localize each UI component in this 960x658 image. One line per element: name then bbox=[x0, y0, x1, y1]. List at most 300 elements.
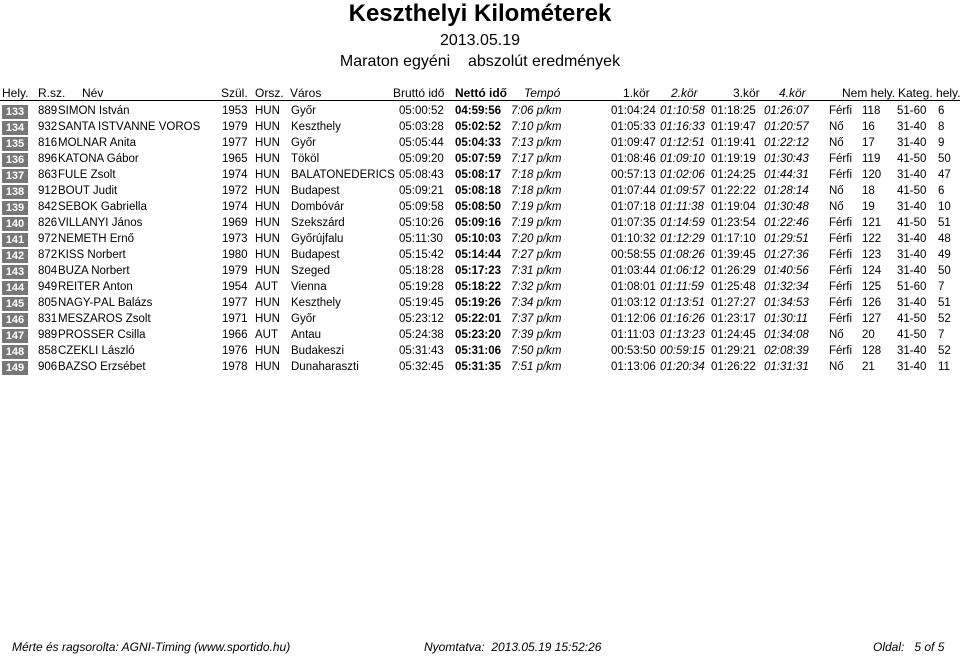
row-place: 137 bbox=[2, 169, 28, 183]
row-lap1: 01:03:44 bbox=[611, 265, 656, 277]
row-country: AUT bbox=[255, 329, 278, 341]
row-gender-place: 128 bbox=[862, 345, 882, 357]
row-birth-year: 1969 bbox=[222, 217, 248, 229]
results-table bbox=[0, 104, 960, 376]
row-category: 31-40 bbox=[897, 297, 927, 309]
row-pace: 7:20 p/km bbox=[511, 233, 562, 245]
row-birth-year: 1974 bbox=[222, 201, 248, 213]
footer-credit: Mérte és ragsorolta: AGNI-Timing (www.sportido.hu) bbox=[12, 640, 291, 654]
row-lap2: 00:59:15 bbox=[660, 345, 705, 357]
row-start-number: 896 bbox=[38, 153, 58, 165]
row-category-place: 6 bbox=[938, 105, 945, 117]
col-netto: Nettó idő bbox=[455, 86, 507, 100]
row-lap3: 01:24:25 bbox=[711, 169, 756, 181]
row-pace: 7:31 p/km bbox=[511, 265, 562, 277]
row-country: HUN bbox=[255, 361, 280, 373]
row-lap4: 01:34:08 bbox=[764, 329, 809, 341]
row-place: 133 bbox=[2, 105, 28, 119]
row-pace: 7:27 p/km bbox=[511, 249, 562, 261]
table-row bbox=[0, 296, 960, 312]
row-lap3: 01:19:19 bbox=[711, 153, 756, 165]
row-gender: Férfi bbox=[829, 233, 852, 245]
row-lap3: 01:19:04 bbox=[711, 201, 756, 213]
row-place: 148 bbox=[2, 345, 28, 359]
row-name: SÁNTA ISTVÁNNÉ VÖRÖS bbox=[58, 121, 201, 133]
row-city: Győr bbox=[291, 313, 316, 325]
table-row bbox=[0, 104, 960, 120]
row-gender-place: 18 bbox=[862, 185, 875, 197]
row-gender: Nő bbox=[829, 185, 844, 197]
row-birth-year: 1972 bbox=[222, 185, 248, 197]
row-gender: Nő bbox=[829, 137, 844, 149]
footer-page: Oldal: 5 of 5 bbox=[873, 640, 945, 654]
row-pace: 7:10 p/km bbox=[511, 121, 562, 133]
row-country: HUN bbox=[255, 105, 280, 117]
row-pace: 7:50 p/km bbox=[511, 345, 562, 357]
row-name: KISS Norbert bbox=[58, 249, 126, 261]
row-country: HUN bbox=[255, 169, 280, 181]
row-pace: 7:17 p/km bbox=[511, 153, 562, 165]
row-gross-time: 05:24:38 bbox=[399, 329, 444, 341]
row-start-number: 906 bbox=[38, 361, 58, 373]
row-lap2: 01:06:12 bbox=[660, 265, 705, 277]
row-city: Tököl bbox=[291, 153, 320, 165]
row-lap4: 02:08:39 bbox=[764, 345, 809, 357]
row-pace: 7:32 p/km bbox=[511, 281, 562, 293]
row-birth-year: 1979 bbox=[222, 265, 248, 277]
row-category-place: 9 bbox=[938, 137, 945, 149]
row-category-place: 47 bbox=[938, 169, 951, 181]
row-country: HUN bbox=[255, 233, 280, 245]
row-category-place: 50 bbox=[938, 265, 951, 277]
table-row bbox=[0, 200, 960, 216]
row-lap3: 01:27:27 bbox=[711, 297, 756, 309]
row-gross-time: 05:05:44 bbox=[399, 137, 444, 149]
row-category-place: 52 bbox=[938, 313, 951, 325]
row-gender-place: 17 bbox=[862, 137, 875, 149]
row-category-place: 52 bbox=[938, 345, 951, 357]
row-category: 31-40 bbox=[897, 345, 927, 357]
row-country: HUN bbox=[255, 265, 280, 277]
row-lap4: 01:30:11 bbox=[764, 313, 808, 325]
row-name: MOLNÁR Anita bbox=[58, 137, 136, 149]
row-gender: Férfi bbox=[829, 169, 852, 181]
row-pace: 7:18 p/km bbox=[511, 169, 562, 181]
row-category-place: 7 bbox=[938, 281, 945, 293]
row-place: 135 bbox=[2, 137, 28, 151]
table-row bbox=[0, 360, 960, 376]
row-name: MÉSZÁROS Zsolt bbox=[58, 313, 151, 325]
row-country: HUN bbox=[255, 153, 280, 165]
row-lap1: 01:04:24 bbox=[611, 105, 656, 117]
row-gender: Nő bbox=[829, 361, 844, 373]
table-row bbox=[0, 216, 960, 232]
row-net-time: 05:17:23 bbox=[455, 265, 502, 277]
row-lap1: 01:05:33 bbox=[611, 121, 656, 133]
footer-printed: Nyomtatva: 2013.05.19 15:52:26 bbox=[424, 640, 602, 654]
row-gender: Férfi bbox=[829, 217, 852, 229]
row-pace: 7:19 p/km bbox=[511, 217, 562, 229]
row-lap3: 01:24:45 bbox=[711, 329, 756, 341]
row-birth-year: 1979 bbox=[222, 121, 248, 133]
row-lap4: 01:31:31 bbox=[764, 361, 809, 373]
row-start-number: 949 bbox=[38, 281, 58, 293]
col-tempo: Tempó bbox=[524, 86, 561, 100]
row-gender: Férfi bbox=[829, 313, 852, 325]
row-category: 31-40 bbox=[897, 121, 927, 133]
row-lap4: 01:22:12 bbox=[764, 137, 809, 149]
row-net-time: 05:23:20 bbox=[455, 329, 502, 341]
row-birth-year: 1966 bbox=[222, 329, 248, 341]
row-start-number: 858 bbox=[38, 345, 58, 357]
row-place: 143 bbox=[2, 265, 28, 279]
row-lap4: 01:22:46 bbox=[764, 217, 809, 229]
table-row bbox=[0, 312, 960, 328]
row-birth-year: 1976 bbox=[222, 345, 248, 357]
row-pace: 7:37 p/km bbox=[511, 313, 562, 325]
row-birth-year: 1973 bbox=[222, 233, 248, 245]
row-lap1: 00:57:13 bbox=[611, 169, 656, 181]
row-birth-year: 1953 bbox=[222, 105, 248, 117]
row-city: Dombóvár bbox=[291, 201, 345, 213]
row-category-place: 51 bbox=[938, 217, 951, 229]
col-rsz: R.sz. bbox=[38, 86, 66, 100]
row-birth-year: 1974 bbox=[222, 169, 248, 181]
row-lap4: 01:30:43 bbox=[764, 153, 809, 165]
row-name: SIMON István bbox=[58, 105, 130, 117]
row-lap1: 01:09:47 bbox=[611, 137, 656, 149]
row-lap3: 01:39:45 bbox=[711, 249, 756, 261]
row-category: 41-50 bbox=[897, 217, 927, 229]
row-category: 41-50 bbox=[897, 329, 927, 341]
row-lap1: 00:58:55 bbox=[611, 249, 656, 261]
row-birth-year: 1965 bbox=[222, 153, 248, 165]
row-country: HUN bbox=[255, 185, 280, 197]
row-net-time: 05:08:18 bbox=[455, 185, 502, 197]
row-birth-year: 1977 bbox=[222, 137, 248, 149]
row-gross-time: 05:00:52 bbox=[399, 105, 444, 117]
row-birth-year: 1954 bbox=[222, 281, 248, 293]
row-birth-year: 1977 bbox=[222, 297, 248, 309]
row-name: NAGY-PÁL Balázs bbox=[58, 297, 153, 309]
footer bbox=[0, 640, 960, 656]
row-gross-time: 05:19:45 bbox=[399, 297, 444, 309]
row-place: 149 bbox=[2, 361, 28, 375]
row-city: Szekszárd bbox=[291, 217, 345, 229]
row-lap2: 01:11:59 bbox=[660, 281, 704, 293]
row-category: 41-50 bbox=[897, 313, 927, 325]
table-row bbox=[0, 168, 960, 184]
row-pace: 7:51 p/km bbox=[511, 361, 562, 373]
row-pace: 7:18 p/km bbox=[511, 185, 562, 197]
row-lap3: 01:18:25 bbox=[711, 105, 756, 117]
row-net-time: 05:08:50 bbox=[455, 201, 502, 213]
row-net-time: 05:31:06 bbox=[455, 345, 502, 357]
row-city: Budakeszi bbox=[291, 345, 345, 357]
row-gender-place: 21 bbox=[862, 361, 875, 373]
row-category-place: 48 bbox=[938, 233, 951, 245]
row-lap3: 01:29:21 bbox=[711, 345, 756, 357]
row-lap1: 01:07:18 bbox=[611, 201, 656, 213]
row-lap3: 01:23:54 bbox=[711, 217, 756, 229]
row-gross-time: 05:23:12 bbox=[399, 313, 444, 325]
row-lap2: 01:02:06 bbox=[660, 169, 705, 181]
col-brutto: Bruttó idő bbox=[393, 86, 445, 100]
row-lap4: 01:28:14 bbox=[764, 185, 809, 197]
row-lap4: 01:44:31 bbox=[764, 169, 809, 181]
row-category: 41-50 bbox=[897, 185, 927, 197]
row-lap1: 01:07:44 bbox=[611, 185, 656, 197]
row-name: KATONA Gábor bbox=[58, 153, 139, 165]
row-name: REITER Anton bbox=[58, 281, 133, 293]
row-gender-place: 127 bbox=[862, 313, 882, 325]
row-gender: Nő bbox=[829, 329, 844, 341]
row-lap4: 01:26:07 bbox=[764, 105, 809, 117]
row-city: Vienna bbox=[291, 281, 327, 293]
row-gender-place: 19 bbox=[862, 201, 875, 213]
row-lap1: 01:07:35 bbox=[611, 217, 656, 229]
table-row bbox=[0, 184, 960, 200]
row-city: Budapest bbox=[291, 249, 340, 261]
row-lap3: 01:19:47 bbox=[711, 121, 756, 133]
row-lap1: 01:12:06 bbox=[611, 313, 656, 325]
row-start-number: 805 bbox=[38, 297, 58, 309]
row-pace: 7:34 p/km bbox=[511, 297, 562, 309]
row-gender-place: 122 bbox=[862, 233, 882, 245]
row-lap1: 01:03:12 bbox=[611, 297, 656, 309]
row-category: 31-40 bbox=[897, 169, 927, 181]
row-start-number: 804 bbox=[38, 265, 58, 277]
row-lap1: 01:08:46 bbox=[611, 153, 656, 165]
row-place: 142 bbox=[2, 249, 28, 263]
row-gross-time: 05:09:21 bbox=[399, 185, 444, 197]
row-city: BALATONEDERICS bbox=[291, 169, 395, 181]
row-gross-time: 05:10:26 bbox=[399, 217, 444, 229]
row-country: HUN bbox=[255, 121, 280, 133]
row-place: 141 bbox=[2, 233, 28, 247]
row-city: Antau bbox=[291, 329, 322, 341]
row-lap4: 01:32:34 bbox=[764, 281, 809, 293]
row-name: PROSSER Csilla bbox=[58, 329, 146, 341]
row-city: Keszthely bbox=[291, 297, 341, 309]
row-lap3: 01:23:17 bbox=[711, 313, 756, 325]
row-category-place: 50 bbox=[938, 153, 951, 165]
row-category-place: 8 bbox=[938, 121, 945, 133]
row-city: Szeged bbox=[291, 265, 331, 277]
row-gender: Férfi bbox=[829, 153, 852, 165]
row-start-number: 863 bbox=[38, 169, 58, 181]
col-szul: Szül. bbox=[221, 86, 248, 100]
row-place: 146 bbox=[2, 313, 28, 327]
row-gender-place: 125 bbox=[862, 281, 882, 293]
row-lap2: 01:13:51 bbox=[660, 297, 705, 309]
row-start-number: 972 bbox=[38, 233, 58, 245]
row-lap2: 01:13:23 bbox=[660, 329, 705, 341]
row-place: 139 bbox=[2, 201, 28, 215]
row-lap1: 00:53:50 bbox=[611, 345, 656, 357]
header-divider bbox=[0, 100, 960, 101]
row-city: Győrújfalu bbox=[291, 233, 344, 245]
row-gender: Férfi bbox=[829, 265, 852, 277]
row-gender-place: 124 bbox=[862, 265, 882, 277]
page-subtitle: Maraton egyéni abszolút eredmények bbox=[339, 53, 621, 70]
row-category: 31-40 bbox=[897, 201, 927, 213]
row-gross-time: 05:03:28 bbox=[399, 121, 444, 133]
table-row bbox=[0, 152, 960, 168]
row-lap2: 01:16:33 bbox=[660, 121, 705, 133]
row-lap4: 01:29:51 bbox=[764, 233, 809, 245]
row-gender: Férfi bbox=[829, 345, 852, 357]
row-city: Győr bbox=[291, 137, 316, 149]
row-place: 140 bbox=[2, 217, 28, 231]
row-gender: Férfi bbox=[829, 281, 852, 293]
row-start-number: 826 bbox=[38, 217, 58, 229]
row-country: HUN bbox=[255, 137, 280, 149]
row-country: AUT bbox=[255, 281, 278, 293]
col-nem-hely: Nem hely. bbox=[842, 86, 896, 100]
row-country: HUN bbox=[255, 297, 280, 309]
row-lap3: 01:25:48 bbox=[711, 281, 756, 293]
col-kor4: 4.kör bbox=[779, 86, 806, 100]
row-lap2: 01:08:26 bbox=[660, 249, 705, 261]
row-category: 31-40 bbox=[897, 249, 927, 261]
row-category-place: 49 bbox=[938, 249, 951, 261]
row-name: NÉMETH Ernő bbox=[58, 233, 135, 245]
row-gender: Nő bbox=[829, 121, 844, 133]
row-category-place: 7 bbox=[938, 329, 945, 341]
row-gross-time: 05:32:45 bbox=[399, 361, 444, 373]
row-gender: Férfi bbox=[829, 249, 852, 261]
row-net-time: 05:14:44 bbox=[455, 249, 502, 261]
row-lap2: 01:10:58 bbox=[660, 105, 705, 117]
row-category-place: 6 bbox=[938, 185, 945, 197]
row-net-time: 05:10:03 bbox=[455, 233, 502, 245]
row-category: 51-60 bbox=[897, 281, 927, 293]
row-start-number: 912 bbox=[38, 185, 58, 197]
row-gross-time: 05:09:58 bbox=[399, 201, 444, 213]
row-place: 147 bbox=[2, 329, 28, 343]
row-name: FÜLE Zsolt bbox=[58, 169, 116, 181]
row-net-time: 05:07:59 bbox=[455, 153, 502, 165]
col-kor1: 1.kör bbox=[623, 86, 650, 100]
row-net-time: 05:02:52 bbox=[455, 121, 502, 133]
row-gender-place: 20 bbox=[862, 329, 875, 341]
col-kateg-hely: Kateg. hely. bbox=[898, 86, 960, 100]
row-gender: Nő bbox=[829, 201, 844, 213]
row-start-number: 872 bbox=[38, 249, 58, 261]
row-lap4: 01:27:36 bbox=[764, 249, 809, 261]
row-lap3: 01:26:29 bbox=[711, 265, 756, 277]
row-gender-place: 119 bbox=[862, 153, 881, 165]
row-gender: Férfi bbox=[829, 297, 852, 309]
row-lap1: 01:13:06 bbox=[611, 361, 656, 373]
table-row bbox=[0, 328, 960, 344]
row-gender-place: 118 bbox=[862, 105, 881, 117]
col-kor3: 3.kör bbox=[733, 86, 760, 100]
table-row bbox=[0, 344, 960, 360]
col-nev: Név bbox=[82, 86, 104, 100]
row-country: HUN bbox=[255, 201, 280, 213]
table-row bbox=[0, 136, 960, 152]
row-start-number: 989 bbox=[38, 329, 58, 341]
row-lap3: 01:17:10 bbox=[711, 233, 756, 245]
row-city: Budapest bbox=[291, 185, 340, 197]
row-lap2: 01:09:10 bbox=[660, 153, 705, 165]
row-lap2: 01:20:34 bbox=[660, 361, 705, 373]
row-lap3: 01:19:41 bbox=[711, 137, 756, 149]
event-date: 2013.05.19 bbox=[439, 32, 521, 49]
col-orsz: Orsz. bbox=[255, 86, 284, 100]
table-row bbox=[0, 264, 960, 280]
row-lap2: 01:12:51 bbox=[660, 137, 705, 149]
row-country: HUN bbox=[255, 249, 280, 261]
row-gross-time: 05:18:28 bbox=[399, 265, 444, 277]
row-birth-year: 1980 bbox=[222, 249, 248, 261]
row-place: 134 bbox=[2, 121, 28, 135]
row-lap2: 01:09:57 bbox=[660, 185, 705, 197]
row-lap4: 01:20:57 bbox=[764, 121, 809, 133]
row-lap1: 01:08:01 bbox=[611, 281, 656, 293]
row-category-place: 10 bbox=[938, 201, 951, 213]
row-pace: 7:39 p/km bbox=[511, 329, 562, 341]
row-net-time: 05:09:16 bbox=[455, 217, 502, 229]
row-lap1: 01:10:32 bbox=[611, 233, 656, 245]
row-gross-time: 05:08:43 bbox=[399, 169, 444, 181]
row-net-time: 05:18:22 bbox=[455, 281, 502, 293]
row-gross-time: 05:15:42 bbox=[399, 249, 444, 261]
row-pace: 7:19 p/km bbox=[511, 201, 562, 213]
row-lap4: 01:40:56 bbox=[764, 265, 809, 277]
row-start-number: 816 bbox=[38, 137, 58, 149]
row-place: 145 bbox=[2, 297, 28, 311]
row-lap4: 01:34:53 bbox=[764, 297, 809, 309]
row-lap2: 01:11:38 bbox=[660, 201, 704, 213]
col-kor2: 2.kör bbox=[671, 86, 698, 100]
page-title: Keszthelyi Kilométerek bbox=[348, 0, 612, 27]
row-start-number: 889 bbox=[38, 105, 58, 117]
row-net-time: 05:31:35 bbox=[455, 361, 502, 373]
row-gender-place: 16 bbox=[862, 121, 875, 133]
row-gender-place: 121 bbox=[862, 217, 882, 229]
row-country: HUN bbox=[255, 217, 280, 229]
row-category: 31-40 bbox=[897, 265, 927, 277]
row-city: Keszthely bbox=[291, 121, 341, 133]
row-gross-time: 05:09:20 bbox=[399, 153, 444, 165]
row-birth-year: 1978 bbox=[222, 361, 248, 373]
row-gender-place: 126 bbox=[862, 297, 882, 309]
row-lap3: 01:26:22 bbox=[711, 361, 756, 373]
row-place: 144 bbox=[2, 281, 28, 295]
row-net-time: 04:59:56 bbox=[455, 105, 502, 117]
row-pace: 7:13 p/km bbox=[511, 137, 562, 149]
col-varos: Város bbox=[290, 86, 322, 100]
row-name: CZÉKLI László bbox=[58, 345, 135, 357]
row-lap2: 01:16:26 bbox=[660, 313, 705, 325]
row-category-place: 11 bbox=[938, 361, 950, 373]
row-gender-place: 123 bbox=[862, 249, 882, 261]
row-name: BUZA Norbert bbox=[58, 265, 130, 277]
row-category-place: 51 bbox=[938, 297, 951, 309]
row-lap3: 01:22:22 bbox=[711, 185, 756, 197]
row-lap4: 01:30:48 bbox=[764, 201, 809, 213]
row-category: 41-50 bbox=[897, 153, 927, 165]
table-row bbox=[0, 232, 960, 248]
row-country: HUN bbox=[255, 345, 280, 357]
row-place: 138 bbox=[2, 185, 28, 199]
row-name: SEBŐK Gabriella bbox=[58, 201, 147, 213]
row-gender: Férfi bbox=[829, 105, 852, 117]
row-name: VILLÁNYI János bbox=[58, 217, 143, 229]
